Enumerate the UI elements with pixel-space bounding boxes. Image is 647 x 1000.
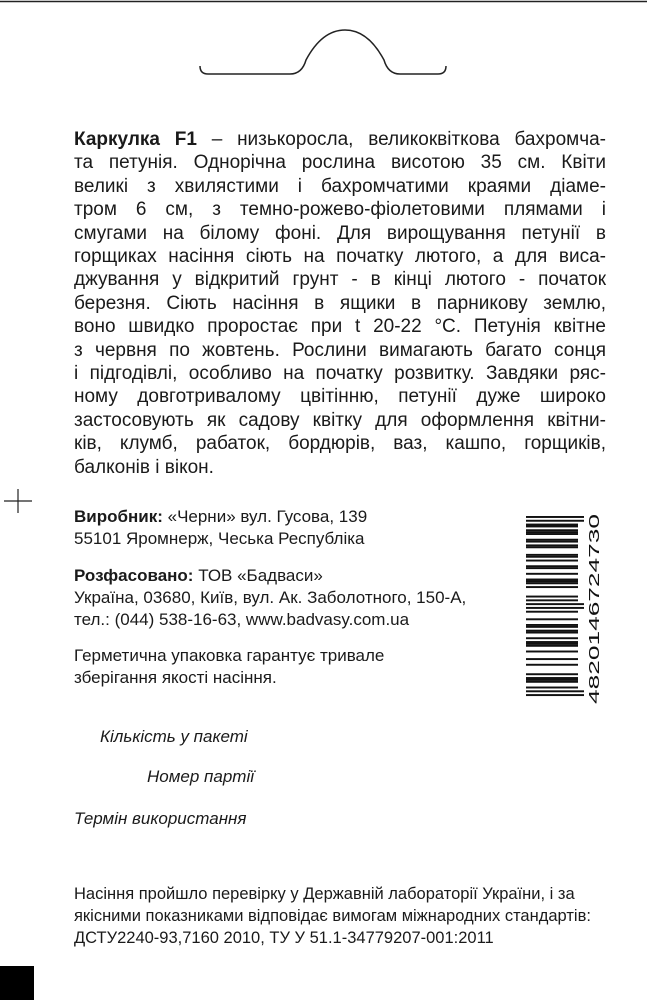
barcode-bar <box>526 603 584 605</box>
barcode-bar <box>526 618 578 620</box>
description-line: смугами на білому фоні. Для вирощування петунії в <box>74 222 606 244</box>
barcode-bar <box>526 546 578 548</box>
description-line: і підгодівлі, особливо на початку розвитку. Завдяки ряс- <box>74 363 606 385</box>
barcode-bar <box>526 525 578 527</box>
packaging-note: Герметична упаковка гарантує тривале зберігання якості насіння. <box>74 646 385 687</box>
barcode-bar <box>526 690 584 692</box>
barcode-bar <box>526 524 578 526</box>
packer-name: ТОВ «Бадваси» <box>193 566 323 585</box>
barcode-bar <box>526 687 578 689</box>
certification-info: Насіння пройшло перевірку у Державній лабораторії України, і за якісними показниками відповідає вимогам міжнародних стандартів: ДСТУ2240-93,7160 2010, ТУ У 51.1-34779207-001:2011 <box>74 885 591 947</box>
barcode-bar <box>526 607 584 609</box>
description-line: воно швидко проростає при t 20-22 °С. Петунія квітне <box>74 316 606 338</box>
producer-name: «Черни» вул. Гусова, 139 <box>162 507 368 526</box>
barcode-bar <box>526 611 578 613</box>
barcode-bar <box>526 632 578 634</box>
barcode <box>524 506 604 706</box>
barcode-bar <box>526 520 584 522</box>
barcode-bar <box>526 673 578 675</box>
barcode-bar <box>526 533 578 535</box>
term-field-label: Термін використання <box>74 809 247 828</box>
barcode-bar <box>526 579 578 581</box>
crosshair-mark-icon <box>0 489 34 513</box>
description-line: ків, клумб, рабаток, бордюрів, ваз, кашпо, горщиків, <box>74 433 606 455</box>
barcode-bar <box>526 599 578 601</box>
producer-address: 55101 Яромнерж, Чеська Республіка <box>74 529 365 548</box>
packer-label: Розфасовано: <box>74 566 194 585</box>
barcode-bar <box>526 567 578 569</box>
packer-info <box>74 565 466 631</box>
barcode-bar <box>526 582 578 584</box>
description-line: застосовують як садову квітку для оформлення квітни- <box>74 409 606 431</box>
barcode-bar <box>526 637 578 639</box>
barcode-bar <box>526 560 578 562</box>
producer-info <box>74 506 367 550</box>
packer-address: Україна, 03680, Київ, вул. Ак. Заболотного, 150-А, <box>74 588 467 607</box>
packer-contacts: тел.: (044) 538-16-63, www.badvasy.com.ua <box>74 610 410 629</box>
barcode-bar <box>526 630 578 632</box>
barcode-bar <box>526 624 578 626</box>
barcode-bar <box>526 544 578 546</box>
description-line: та петунія. Однорічна рослина висотою 35 см. Квіти <box>74 152 606 174</box>
barcode-bar <box>526 643 578 645</box>
barcode-bar <box>526 573 578 575</box>
barcode-bar <box>526 651 578 653</box>
barcode-bar <box>526 529 578 531</box>
batch-field-label: Номер партії <box>147 767 254 786</box>
barcode-bar <box>526 586 578 588</box>
barcode-bar <box>526 580 578 582</box>
description-line: з червня по жовтень. Рослини вимагають багато сонця <box>74 339 606 361</box>
barcode-bar <box>526 626 578 628</box>
barcode-bar <box>526 677 578 679</box>
barcode-bar <box>526 694 584 696</box>
barcode-bar <box>526 658 578 660</box>
barcode-bar <box>526 596 578 598</box>
hanger-outline <box>0 0 647 90</box>
barcode-bar <box>526 539 578 541</box>
description-line: березня. Сіють насіння в ящики в парникову землю, <box>74 292 606 314</box>
quantity-field-label: Кількість у пакеті <box>100 727 248 746</box>
description-line: горщиках насіння сіють на початку лютого, а для виса- <box>74 246 606 268</box>
product-name: Каркулка F1 <box>74 129 197 150</box>
barcode-bar <box>526 531 578 533</box>
description-line: великі з хвилястими і бахромчатими краями діаме- <box>74 175 606 197</box>
description-line: ному довготривалому цвітінню, петунії дуже широко <box>74 386 606 408</box>
description-line: Каркулка F1 – низькоросла, великоквіткова бахромча- <box>74 129 606 150</box>
description-line: балконів і вікон. <box>74 456 214 478</box>
barcode-bar <box>526 679 578 681</box>
barcode-bar <box>526 681 578 683</box>
barcode-bar <box>526 554 578 556</box>
barcode-bar <box>526 541 578 543</box>
description-line: тром 6 см, з темно-рожево-фіолетовими плямами і <box>74 199 606 221</box>
barcode-bar <box>526 556 578 558</box>
barcode-bars <box>524 506 604 706</box>
product-description <box>74 128 606 479</box>
barcode-bar <box>526 645 578 647</box>
producer-label: Виробник: <box>74 507 163 526</box>
barcode-number: 4820146724730 <box>586 595 603 704</box>
barcode-bar <box>526 664 578 666</box>
barcode-bar <box>526 565 578 567</box>
barcode-bar <box>526 516 584 518</box>
barcode-bar <box>526 641 578 643</box>
corner-mark <box>0 966 34 1000</box>
description-line: джування у відкритий грунт - в кінці лютого - початок <box>74 269 606 291</box>
